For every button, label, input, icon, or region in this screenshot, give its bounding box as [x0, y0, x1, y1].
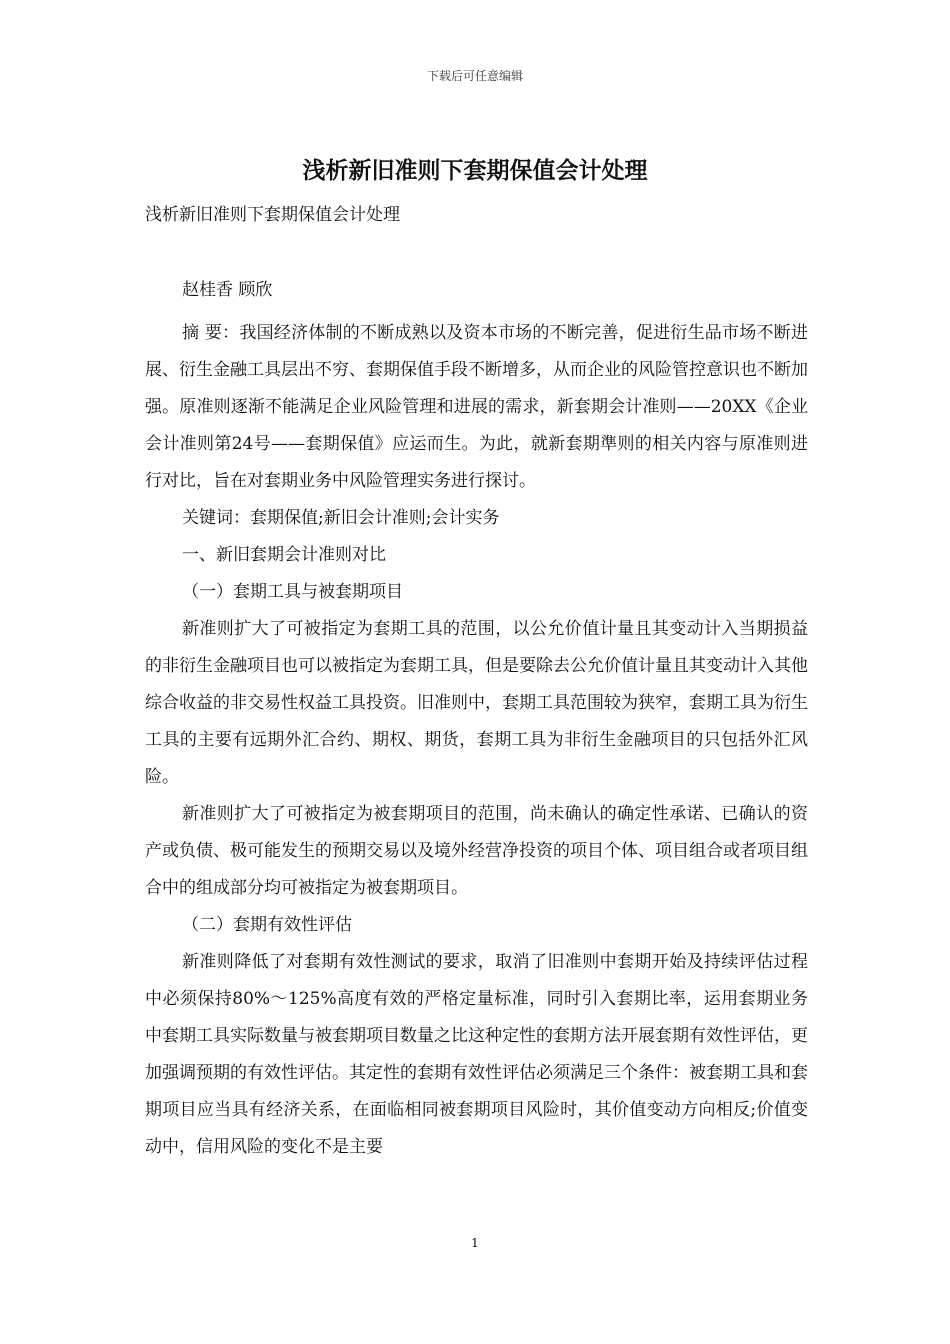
page-number: 1	[471, 1236, 479, 1250]
subsection-heading: （一）套期工具与被套期项目	[182, 582, 403, 602]
page-header-note: 下载后可任意编辑	[426, 69, 523, 83]
subsection-heading: （二）套期有效性评估	[182, 915, 352, 935]
authors: 赵桂香 顾欣	[182, 280, 273, 300]
body-paragraph: 新准则扩大了可被指定为套期工具的范围，以公允价值计量且其变动计入当期损益的非衍生金融项目也可以被指定为套期工具，但是要除去公允价值计量且其变动计入其他综合收益的非交易性权益工具投资。旧准则中，套期工具范围较为狭窄，套期工具为衍生工具的主要有远期外汇合约、期权、期货，套期工具为非衍生金融项目的只包括外汇风险。	[145, 619, 808, 787]
abstract-paragraph: 摘 要：我国经济体制的不断成熟以及资本市场的不断完善，促进衍生品市场不断进展、衍生金融工具层出不穷、套期保值手段不断增多，从而企业的风险管控意识也不断加强。原准则逐渐不能满足企业风险管理和进展的需求，新套期会计准则——20XX《企业会计准则第24号——套期保值》应运而生。为此，就新套期準则的相关内容与原准则进行对比，旨在对套期业务中风险管理实务进行探讨。	[145, 323, 808, 491]
document-body	[145, 315, 808, 1166]
document-title: 浅析新旧准则下套期保值会计处理	[302, 158, 648, 184]
section-heading: 一、新旧套期会计准则对比	[182, 545, 386, 565]
document-subtitle: 浅析新旧准则下套期保值会计处理	[145, 205, 400, 225]
body-paragraph: 新准则扩大了可被指定为被套期项目的范围，尚未确认的确定性承诺、已确认的资产或负债、极可能发生的预期交易以及境外经营净投资的项目个体、项目组合或者项目组合中的组成部分均可被指定为被套期项目。	[145, 804, 808, 898]
body-paragraph: 新准则降低了对套期有效性测试的要求，取消了旧准则中套期开始及持续评估过程中必须保持80%～125%高度有效的严格定量标准，同时引入套期比率，运用套期业务中套期工具实际数量与被套期项目数量之比这种定性的套期方法开展套期有效性评估，更加强调预期的有效性评估。其定性的套期有效性评估必须满足三个条件：被套期工具和套期项目应当具有经济关系，在面临相同被套期项目风险时，其价值变动方向相反;价值变动中，信用风险的变化不是主要	[145, 952, 808, 1157]
keywords: 关键词：套期保值;新旧会计准则;会计实务	[182, 508, 500, 528]
